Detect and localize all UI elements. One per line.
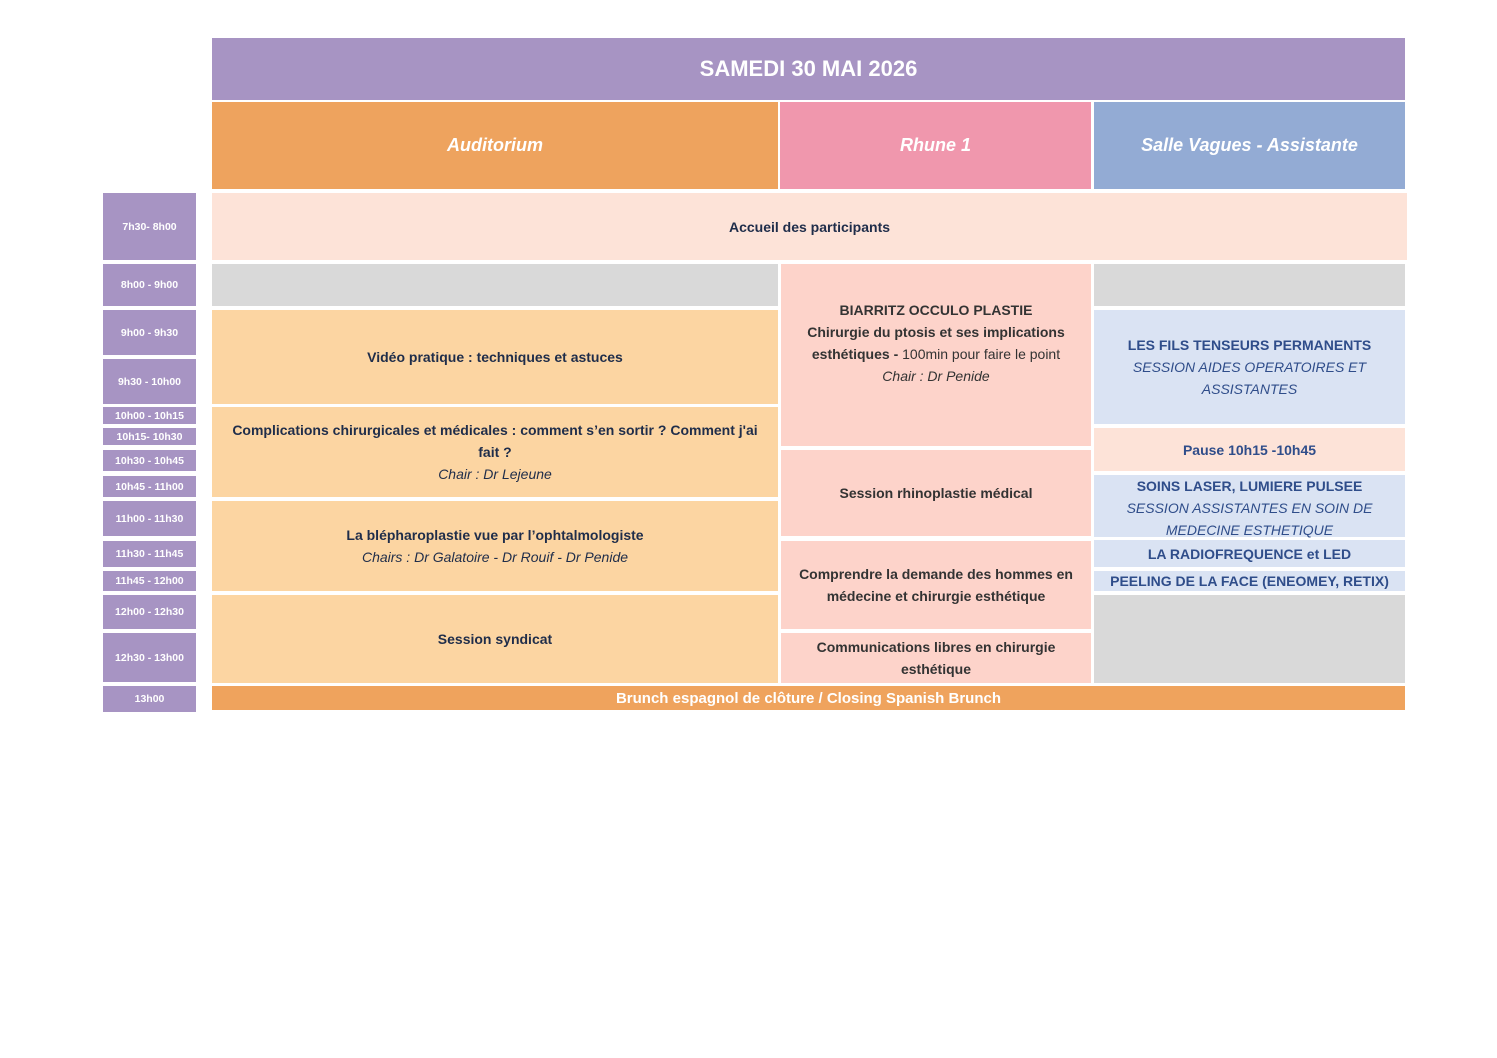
session-title: BIARRITZ OCCULO PLASTIE	[839, 302, 1033, 318]
closing-brunch: Brunch espagnol de clôture / Closing Spanish Brunch	[212, 686, 1405, 710]
session-title: LES FILS TENSEURS PERMANENTS	[1127, 337, 1372, 353]
time-slot: 9h30 - 10h00	[103, 359, 196, 404]
session-rhinoplastie	[781, 450, 1091, 536]
session-biarritz	[781, 264, 1091, 446]
session-video	[212, 310, 778, 404]
time-slot: 12h00 - 12h30	[103, 595, 196, 629]
day-title: SAMEDI 30 MAI 2026	[212, 38, 1405, 100]
session-pause	[1094, 428, 1405, 471]
time-slot: 10h00 - 10h15	[103, 407, 196, 424]
session-title: Complications chirurgicales et médicales : comment s’en sortir ? Comment j'ai fait ?	[232, 422, 758, 460]
time-slot: 11h45 - 12h00	[103, 571, 196, 591]
session-title: La blépharoplastie vue par l’ophtalmologiste	[346, 527, 644, 543]
session-subtitle: SESSION AIDES OPERATOIRES ET ASSISTANTES	[1132, 359, 1367, 397]
session-syndicat	[212, 595, 778, 683]
time-slot: 13h00	[103, 686, 196, 712]
session-fils-tenseurs	[1094, 310, 1405, 424]
session-title: Vidéo pratique : techniques et astuces	[367, 349, 623, 365]
session-chair: Chairs : Dr Galatoire - Dr Rouif - Dr Penide	[361, 549, 629, 565]
session-chair: Chair : Dr Penide	[882, 368, 990, 384]
session-subtitle: SESSION ASSISTANTES EN SOIN DE MEDECINE ESTHETIQUE	[1126, 500, 1373, 538]
session-title: Communications libres en chirurgie esthétique	[816, 639, 1056, 677]
room-header-salle: Salle Vagues - Assistante	[1094, 102, 1405, 189]
session-blepharoplastie	[212, 501, 778, 591]
session-description	[789, 321, 1083, 365]
time-slot: 10h15- 10h30	[103, 428, 196, 445]
time-slot: 10h30 - 10h45	[103, 450, 196, 471]
session-title: LA RADIOFREQUENCE et LED	[1147, 545, 1352, 562]
session-radiofrequence	[1094, 540, 1405, 567]
time-slot: 12h30 - 13h00	[103, 633, 196, 682]
session-chair: Chair : Dr Lejeune	[438, 466, 552, 482]
time-slot: 11h00 - 11h30	[103, 501, 196, 536]
session-laser	[1094, 475, 1405, 537]
time-slot: 11h30 - 11h45	[103, 541, 196, 567]
room-header-auditorium: Auditorium	[212, 102, 778, 189]
empty-slot	[1094, 595, 1405, 683]
room-header-rhune: Rhune 1	[780, 102, 1091, 189]
time-slot: 7h30- 8h00	[103, 193, 196, 260]
time-slot: 10h45 - 11h00	[103, 476, 196, 497]
session-hommes	[781, 541, 1091, 629]
session-communications	[781, 633, 1091, 683]
empty-slot	[212, 264, 778, 306]
session-title: Comprendre la demande des hommes en médecine et chirurgie esthétique	[799, 566, 1073, 604]
accueil-session: Accueil des participants	[212, 193, 1407, 260]
session-complications	[212, 407, 778, 497]
time-slot: 8h00 - 9h00	[103, 264, 196, 306]
session-peeling	[1094, 571, 1405, 591]
session-subtitle: Chirurgie du ptosis et ses implications esthétiques -	[807, 324, 1065, 362]
session-title: Session rhinoplastie médical	[839, 485, 1033, 501]
empty-slot	[1094, 264, 1405, 306]
time-slot: 9h00 - 9h30	[103, 310, 196, 355]
session-title: SOINS LASER, LUMIERE PULSEE	[1136, 478, 1363, 494]
session-title: Pause 10h15 -10h45	[1182, 441, 1317, 458]
session-title: PEELING DE LA FACE (ENEOMEY, RETIX)	[1110, 573, 1389, 589]
session-title: Session syndicat	[437, 631, 553, 647]
session-note: 100min pour faire le point	[898, 346, 1061, 362]
